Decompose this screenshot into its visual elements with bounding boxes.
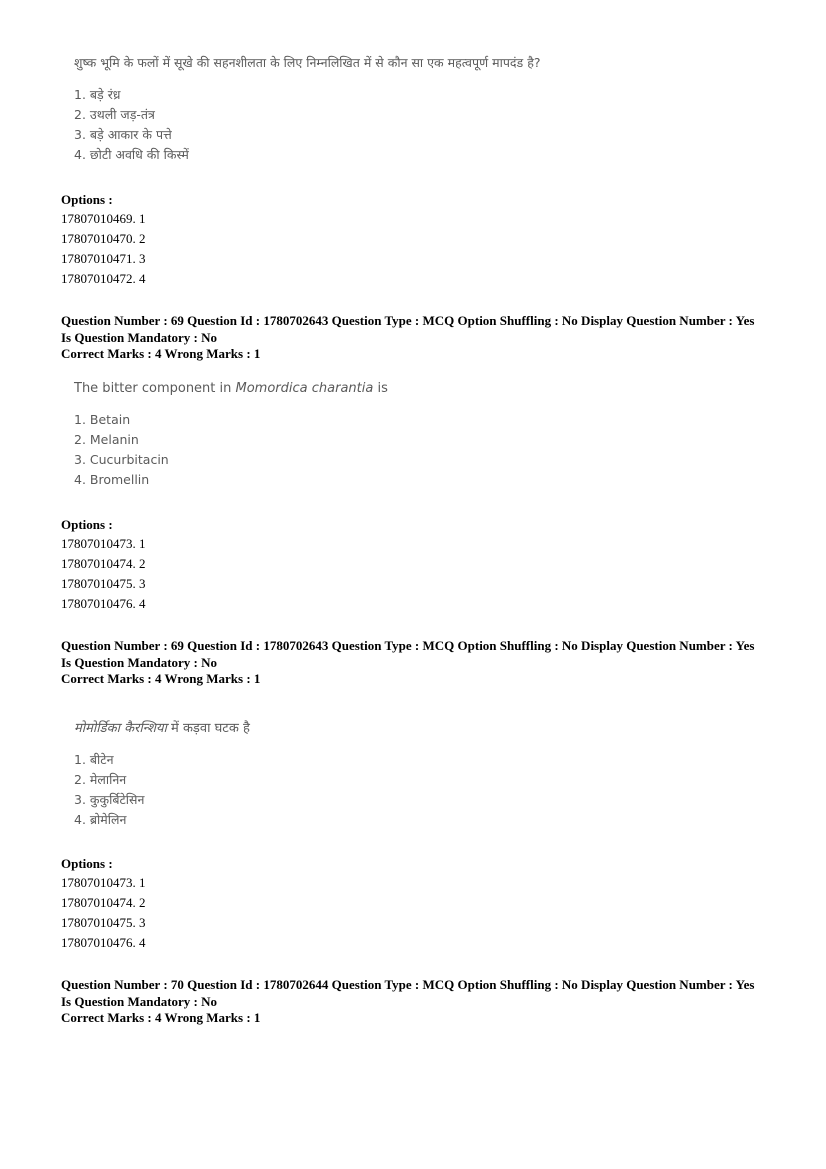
question-meta-line: Question Number : 69 Question Id : 1780702643 Question Type : MCQ Option Shuffling : No Display Question Number : Yes xyxy=(61,638,755,653)
question-choice: 2. उथली जड़-तंत्र xyxy=(74,107,155,122)
question-choices xyxy=(74,750,250,830)
question-choice: 1. बीटेन xyxy=(74,752,114,767)
question-choices xyxy=(74,85,541,165)
question-mandatory-line: Is Question Mandatory : No xyxy=(61,993,218,1009)
question-choice: 3. कुकुर्बिटेसिन xyxy=(74,792,145,807)
question-choice: 4. छोटी अवधि की किस्में xyxy=(74,147,189,162)
stem-italic: Momordica charantia xyxy=(235,381,374,396)
question-choice: 1. बड़े रंध्र xyxy=(74,87,121,102)
question-meta xyxy=(61,313,754,363)
question-choice: 2. Melanin xyxy=(74,432,139,447)
question-meta-line: Question Number : 70 Question Id : 1780702644 Question Type : MCQ Option Shuffling : No Display Question Number : Yes xyxy=(61,977,755,992)
question-mandatory-line: Is Question Mandatory : No xyxy=(61,329,218,345)
question-choice: 4. Bromellin xyxy=(74,472,150,487)
marks-line: Correct Marks : 4 Wrong Marks : 1 xyxy=(61,1010,261,1025)
option-row: 17807010471. 3 xyxy=(61,251,146,266)
question-image-hindi-drought xyxy=(74,54,541,165)
options-label: Options : xyxy=(61,517,113,532)
stem-prefix: The bitter component in xyxy=(74,381,236,396)
stem-suffix: में कड़वा घटक है xyxy=(166,721,250,736)
option-row: 17807010473. 1 xyxy=(61,875,146,890)
option-row: 17807010476. 4 xyxy=(61,935,146,950)
option-row: 17807010476. 4 xyxy=(61,596,146,611)
marks-line: Correct Marks : 4 Wrong Marks : 1 xyxy=(61,671,261,686)
question-choice: 3. Cucurbitacin xyxy=(74,452,169,467)
options-label: Options : xyxy=(61,856,113,871)
question-image-english xyxy=(74,381,388,490)
question-stem xyxy=(74,718,250,736)
question-choice: 4. ब्रोमेलिन xyxy=(74,812,127,827)
question-choice: 3. बड़े आकार के पत्ते xyxy=(74,127,172,142)
option-row: 17807010473. 1 xyxy=(61,536,146,551)
question-image-hindi xyxy=(74,718,250,830)
question-meta-line: Question Number : 69 Question Id : 1780702643 Question Type : MCQ Option Shuffling : No Display Question Number : Yes xyxy=(61,313,755,328)
option-row: 17807010470. 2 xyxy=(61,231,146,246)
option-row: 17807010474. 2 xyxy=(61,556,146,571)
option-row: 17807010474. 2 xyxy=(61,895,146,910)
stem-suffix: is xyxy=(373,381,388,396)
option-row: 17807010475. 3 xyxy=(61,576,146,591)
question-choice: 2. मेलानिन xyxy=(74,772,127,787)
question-stem xyxy=(74,381,388,396)
stem-italic: मोमोर्डिका कैरन्शिया xyxy=(74,721,167,736)
question-choice: 1. Betain xyxy=(74,412,131,427)
option-row: 17807010475. 3 xyxy=(61,915,146,930)
question-mandatory-line: Is Question Mandatory : No xyxy=(61,654,218,670)
option-row: 17807010469. 1 xyxy=(61,211,146,226)
question-choices xyxy=(74,410,388,490)
marks-line: Correct Marks : 4 Wrong Marks : 1 xyxy=(61,346,261,361)
options-label: Options : xyxy=(61,192,113,207)
option-row: 17807010472. 4 xyxy=(61,271,146,286)
question-stem: शुष्क भूमि के फलों में सूखे की सहनशीलता के लिए निम्नलिखित में से कौन सा एक महत्वपूर्ण मापदंड है? xyxy=(74,55,541,70)
question-meta xyxy=(61,977,754,1027)
question-meta xyxy=(61,638,754,688)
